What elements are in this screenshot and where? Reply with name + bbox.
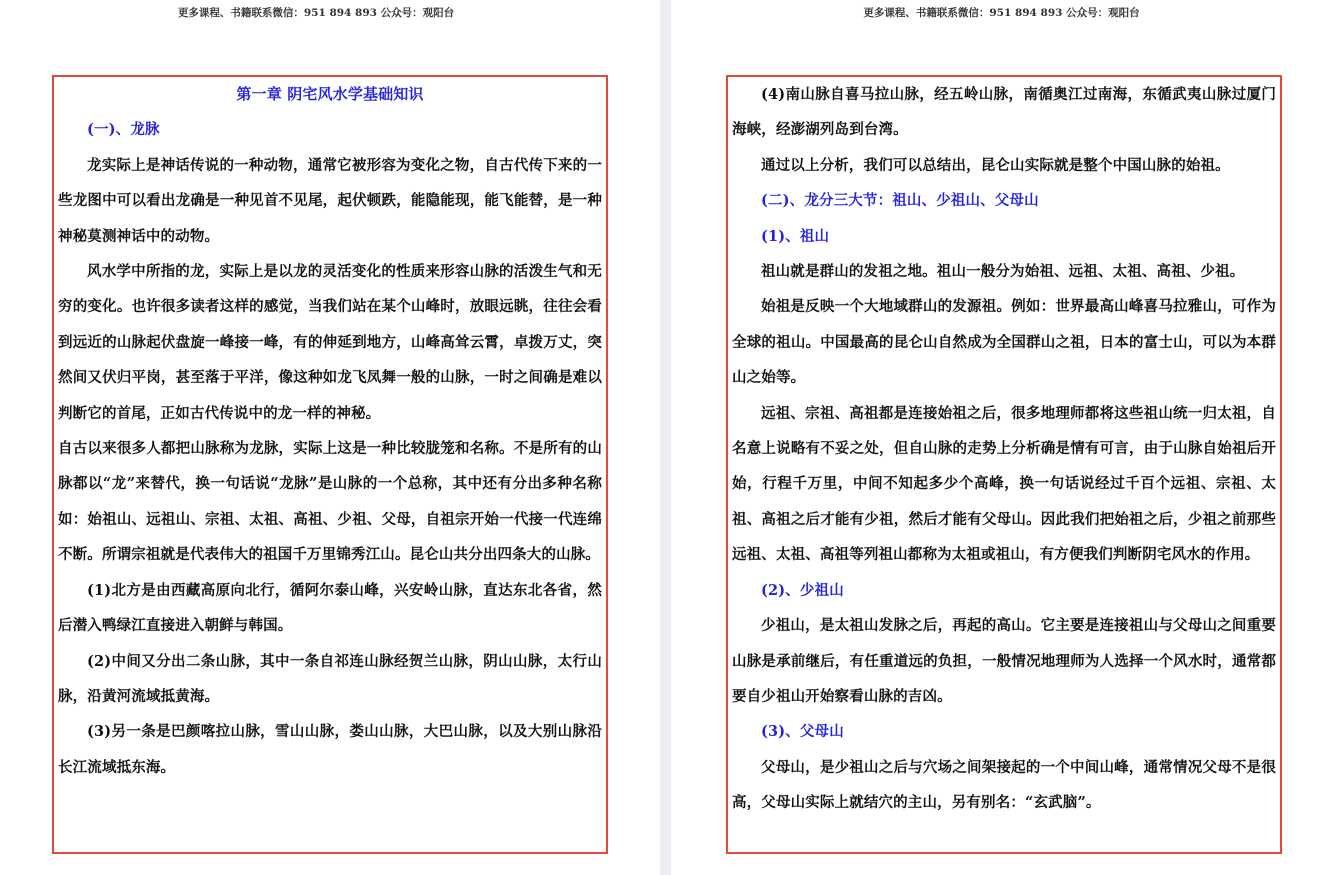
paragraph: (1)北方是由西藏高原向北行，循阿尔泰山峰，兴安岭山脉，直达东北各省，然后潜入鸭绿江直接进入朝鲜与韩国。 bbox=[58, 581, 602, 635]
paragraph: 通过以上分析，我们可以总结出，昆仑山实际就是整个中国山脉的始祖。 bbox=[761, 156, 1230, 174]
right-page-text bbox=[732, 77, 1276, 821]
paragraph: (3)另一条是巴颜喀拉山脉，雪山山脉，娄山山脉，大巴山脉，以及大别山脉沿长江流域抵东海。 bbox=[58, 723, 602, 776]
page-gutter bbox=[660, 0, 671, 875]
paragraph: 祖山就是群山的发祖之地。祖山一般分为始祖、远祖、太祖、高祖、少祖。 bbox=[761, 263, 1245, 281]
subheading-parent-mountain: (3)、父母山 bbox=[761, 723, 844, 741]
paragraph: 始祖是反映一个大地域群山的发源祖。例如：世界最高山峰喜马拉雅山，可作为全球的祖山。中国最高的昆仑山自然成为全国群山之祖，日本的富士山，可以为本群山之始等。 bbox=[732, 298, 1276, 387]
section-heading-dragon-vein: (一)、龙脉 bbox=[87, 121, 160, 139]
right-page bbox=[671, 0, 1324, 875]
left-page bbox=[0, 0, 660, 875]
paragraph: 少祖山，是太祖山发脉之后，再起的高山。它主要是连接祖山与父母山之间重要山脉是承前继后，有任重道远的负担，一般情况地理师为人选择一个风水时，通常都要自少祖山开始察看山脉的吉凶。 bbox=[732, 617, 1276, 705]
paragraph: (2)中间又分出二条山脉，其中一条自祁连山脉经贺兰山脉，阴山山脉，太行山脉，沿黄河流域抵黄海。 bbox=[58, 652, 602, 705]
subheading-young-ancestor-mountain: (2)、少祖山 bbox=[761, 581, 844, 599]
section-heading-three-sections: (二)、龙分三大节：祖山、少祖山、父母山 bbox=[761, 192, 1039, 210]
paragraph: (4)南山脉自喜马拉山脉，经五岭山脉，南循奥江过南海，东循武夷山脉过厦门海峡，经澎湖列岛到台湾。 bbox=[732, 86, 1276, 139]
paragraph: 龙实际上是神话传说的一种动物，通常它被形容为变化之物，自古代传下来的一些龙图中可以看出龙确是一种见首不见尾，起伏顿跌，能隐能现，能飞能替，是一种神秘莫测神话中的动物。 bbox=[58, 156, 602, 245]
paragraph: 父母山，是少祖山之后与穴场之间架接起的一个中间山峰，通常情况父母不是很高，父母山实际上就结穴的主山，另有别名：“玄武脑”。 bbox=[732, 758, 1276, 812]
page-header: 更多课程、书籍联系微信：951 894 893 公众号：观阳台 bbox=[863, 7, 1140, 19]
content-frame bbox=[52, 75, 608, 854]
left-page-text bbox=[58, 77, 602, 785]
page-header: 更多课程、书籍联系微信：951 894 893 公众号：观阳台 bbox=[177, 7, 455, 19]
content-frame bbox=[726, 75, 1282, 854]
chapter-title: 第一章 阴宅风水学基础知识 bbox=[236, 85, 424, 103]
paragraph: 自古以来很多人都把山脉称为龙脉，实际上这是一种比较胧笼和名称。不是所有的山脉都以“龙”来替代，换一句话说“龙脉”是山脉的一个总称，其中还有分出多种名称如：始祖山、远祖山、宗祖、太祖、高祖、少祖、父母，自祖宗开始一代接一代连绵不断。所谓宗祖就是代表伟大的祖国千万里锦秀江山。昆仑山共分出四条大的山脉。 bbox=[58, 440, 602, 564]
paragraph: 风水学中所指的龙，实际上是以龙的灵活变化的性质来形容山脉的活泼生气和无穷的变化。也许很多读者这样的感觉，当我们站在某个山峰时，放眼远眺，往往会看到远近的山脉起伏盘旋一峰接一峰，有的伸延到地方，山峰高耸云霄，卓拨万丈，突然间又伏归平岗，甚至落于平洋，像这种如龙飞凤舞一般的山脉，一时之间确是难以判断它的首尾，正如古代传说中的龙一样的神秘。 bbox=[58, 263, 602, 422]
paragraph: 远祖、宗祖、高祖都是连接始祖之后，很多地理师都将这些祖山统一归太祖，自名意上说略有不妥之处，但自山脉的走势上分析确是情有可言，由于山脉自始祖后开始，行程千万里，中间不知起多少个高峰，换一句话说经过千百个远祖、宗祖、太祖、高祖之后才能有少祖，然后才能有父母山。因此我们把始祖之后，少祖之前那些远祖、太祖、高祖等列祖山都称为太祖或祖山，有方便我们判断阴宅风水的作用。 bbox=[732, 404, 1276, 564]
subheading-ancestor-mountain: (1)、祖山 bbox=[761, 227, 830, 245]
